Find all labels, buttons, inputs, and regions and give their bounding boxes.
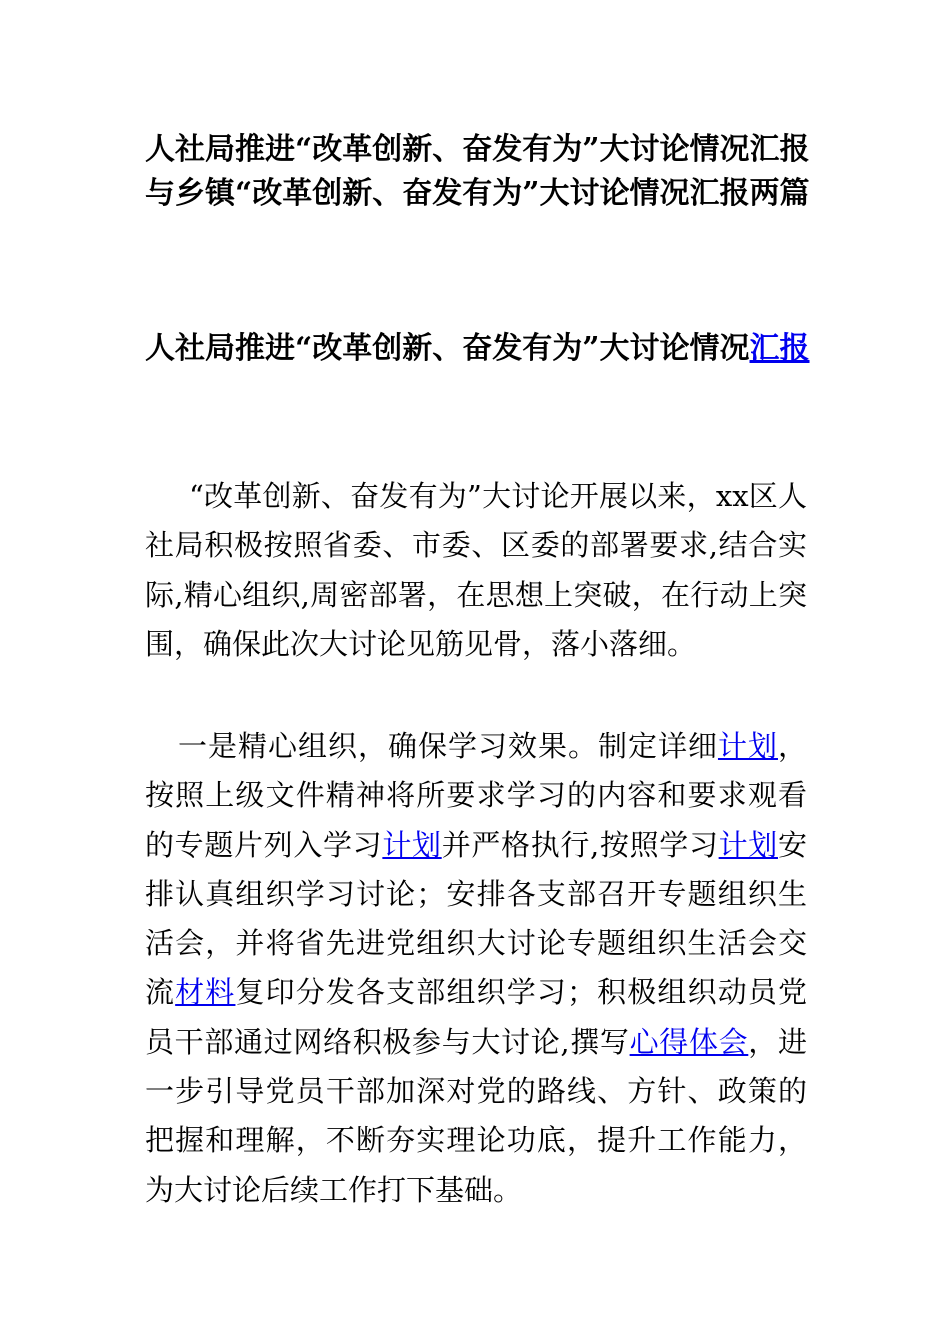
section-heading [145, 327, 810, 371]
paragraph-intro: “改革创新、奋发有为”大讨论开展以来，xx区人社局积极按照省委、市委、区委的部署要求,结合实际,精心组织,周密部署，在思想上突破，在行动上突围，确保此次大讨论见筋见骨，落小落细。 [145, 479, 807, 661]
title-line-1: 人社局推进“改革创新、奋发有为”大讨论情况汇报 [145, 132, 810, 167]
plan-link[interactable]: 计划 [382, 827, 442, 862]
paragraph-text: 并严格执行,按照学习 [441, 827, 719, 862]
materials-link[interactable]: 材料 [175, 975, 236, 1010]
document-title [145, 128, 810, 216]
paragraph-text: ，按照上级文件精神将所要求学习的内容和要求观看的专题片列入学习 [145, 729, 807, 862]
paragraph-text: 一是精心组织，确保学习效果。制定详细 [178, 729, 718, 763]
plan-link[interactable]: 计划 [718, 827, 778, 862]
experience-link[interactable]: 心得体会 [629, 1024, 749, 1059]
section-heading-text: 人社局推进“改革创新、奋发有为”大讨论情况 [145, 331, 750, 366]
title-line-2: 与乡镇“改革创新、奋发有为”大讨论情况汇报两篇 [145, 176, 810, 211]
paragraph-text: 安排认真组织学习讨论；安排各支部召开专题组织生活会，并将省先进党组织大讨论专题组织生活会交流 [145, 827, 807, 1010]
paragraph-text: 复印分发各支部组织学习；积极组织动员党员干部通过网络积极参与大讨论,撰写 [145, 975, 807, 1059]
plan-link[interactable]: 计划 [717, 729, 778, 763]
paragraph-text: ，进一步引导党员干部加深对党的路线、方针、政策的把握和理解，不断夯实理论功底，提升工作能力，为大讨论后续工作打下基础。 [145, 1024, 807, 1207]
section-heading-link[interactable]: 汇报 [749, 331, 810, 366]
paragraph-organization [145, 722, 807, 1215]
